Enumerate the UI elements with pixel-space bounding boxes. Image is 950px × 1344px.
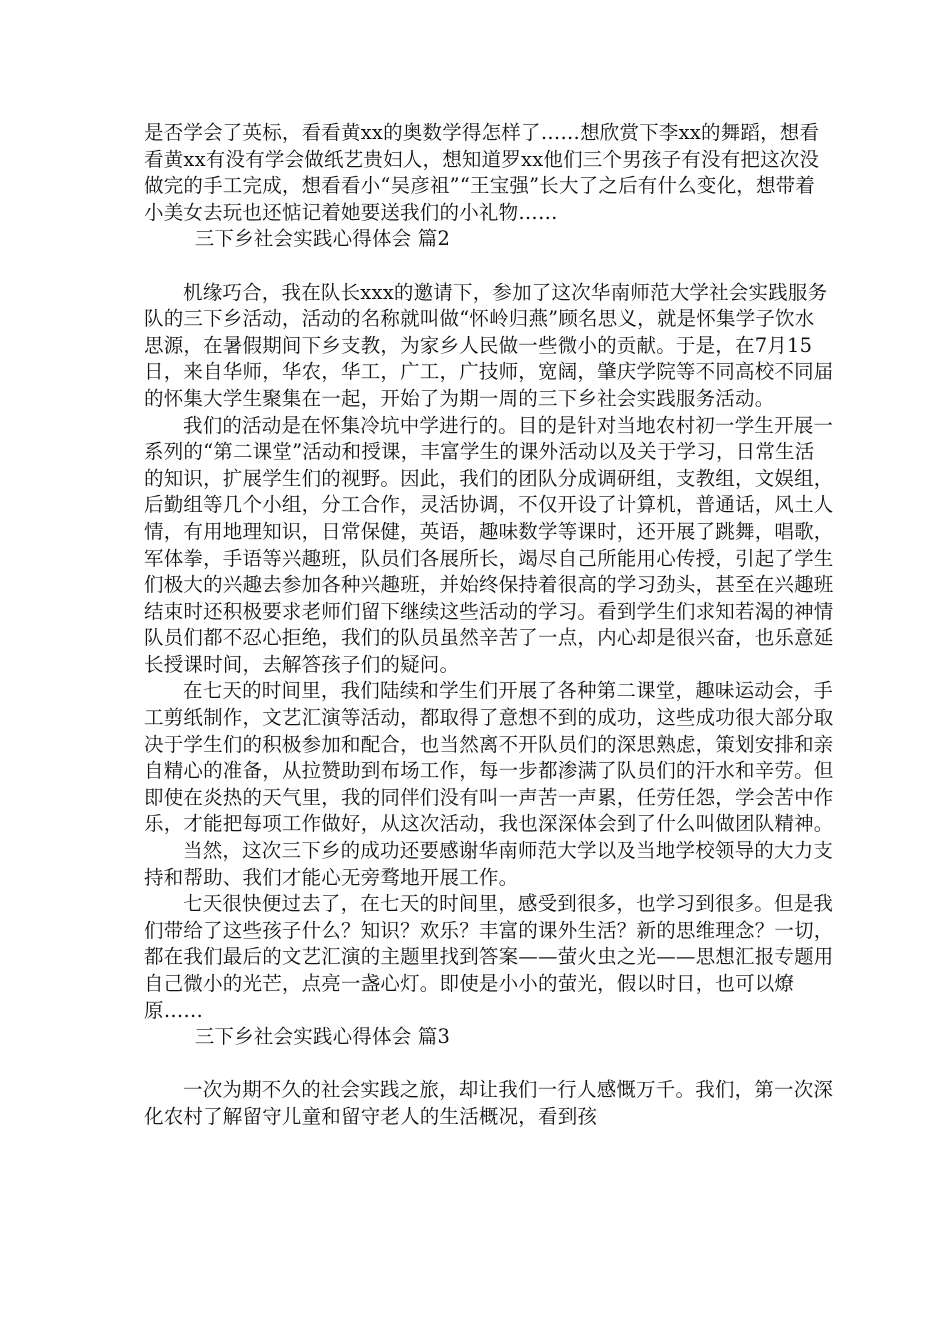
body-paragraph: 一次为期不久的社会实践之旅，却让我们一行人感慨万千。我们，第一次深化农村了解留守儿童和留守老人的生活概况，看到孩 (144, 1078, 834, 1128)
section-heading: 三下乡社会实践心得体会 篇3 (194, 1025, 451, 1049)
body-paragraph: 机缘巧合，我在队长xxx的邀请下，参加了这次华南师范大学社会实践服务队的三下乡活动，活动的名称就叫做“怀岭归燕”顾名思义，就是怀集学子饮水思源，在暑假期间下乡支教，为家乡人民做一些微小的贡献。于是，在7月15日，来自华师，华农，华工，广工，广技师，宽阔，肇庆学院等不同高校不同届的怀集大学生聚集在一起，开始了为期一周的三下乡社会实践服务活动。 (144, 280, 834, 410)
paragraph-spacer (144, 1051, 834, 1078)
body-paragraph: 七天很快便过去了，在七天的时间里，感受到很多，也学习到很多。但是我们带给了这些孩子什么？知识？欢乐？丰富的课外生活？新的思维理念？一切，都在我们最后的文艺汇演的主题里找到答案——萤火虫之光——思想汇报专题用自己微小的光芒，点亮一盏心灯。即使是小小的萤光，假以时日，也可以燎原…… (144, 892, 834, 1022)
paragraph-spacer (144, 253, 834, 280)
body-paragraph: 我们的活动是在怀集冷坑中学进行的。目的是针对当地农村初一学生开展一系列的“第二课堂”活动和授课，丰富学生的课外活动以及关于学习，日常生活的知识，扩展学生们的视野。因此，我们的团队分成调研组，支教组，文娱组，后勤组等几个小组，分工合作，灵活协调，不仅开设了计算机，普通话，风土人情，有用地理知识，日常保健，英语，趣味数学等课时，还开展了跳舞，唱歌，军体拳，手语等兴趣班，队员们各展所长，竭尽自己所能用心传授，引起了学生们极大的兴趣去参加各种兴趣班，并始终保持着很高的学习劲头，甚至在兴趣班结束时还积极要求老师们留下继续这些活动的学习。看到学生们求知若渴的神情队员们都不忍心拒绝，我们的队员虽然辛苦了一点，内心却是很兴奋，也乐意延长授课时间，去解答孩子们的疑问。 (144, 413, 834, 676)
body-paragraph: 是否学会了英标，看看黄xx的奥数学得怎样了……想欣赏下李xx的舞蹈，想看看黄xx有没有学会做纸艺贵妇人，想知道罗xx他们三个男孩子有没有把这次没做完的手工完成，想看看小“吴彦祖”“王宝强”长大了之后有什么变化，想带着小美女去玩也还惦记着她要送我们的小礼物…… (144, 121, 820, 224)
body-paragraph: 在七天的时间里，我们陆续和学生们开展了各种第二课堂，趣味运动会，手工剪纸制作，文艺汇演等活动，都取得了意想不到的成功，这些成功很大部分取决于学生们的积极参加和配合，也当然离不开队员们的深思熟虑，策划安排和亲自精心的准备，从拉赞助到布场工作，每一步都渗满了队员们的汗水和辛劳。但即使在炎热的天气里，我的同伴们没有叫一声苦一声累，任劳任怨，学会苦中作乐，才能把每项工作做好，从这次活动，我也深深体会到了什么叫做团队精神。 (144, 679, 834, 836)
body-paragraph: 当然，这次三下乡的成功还要感谢华南师范大学以及当地学校领导的大力支持和帮助、我们才能心无旁骛地开展工作。 (144, 839, 834, 889)
section-heading: 三下乡社会实践心得体会 篇2 (194, 227, 451, 251)
document-body (144, 120, 834, 1131)
